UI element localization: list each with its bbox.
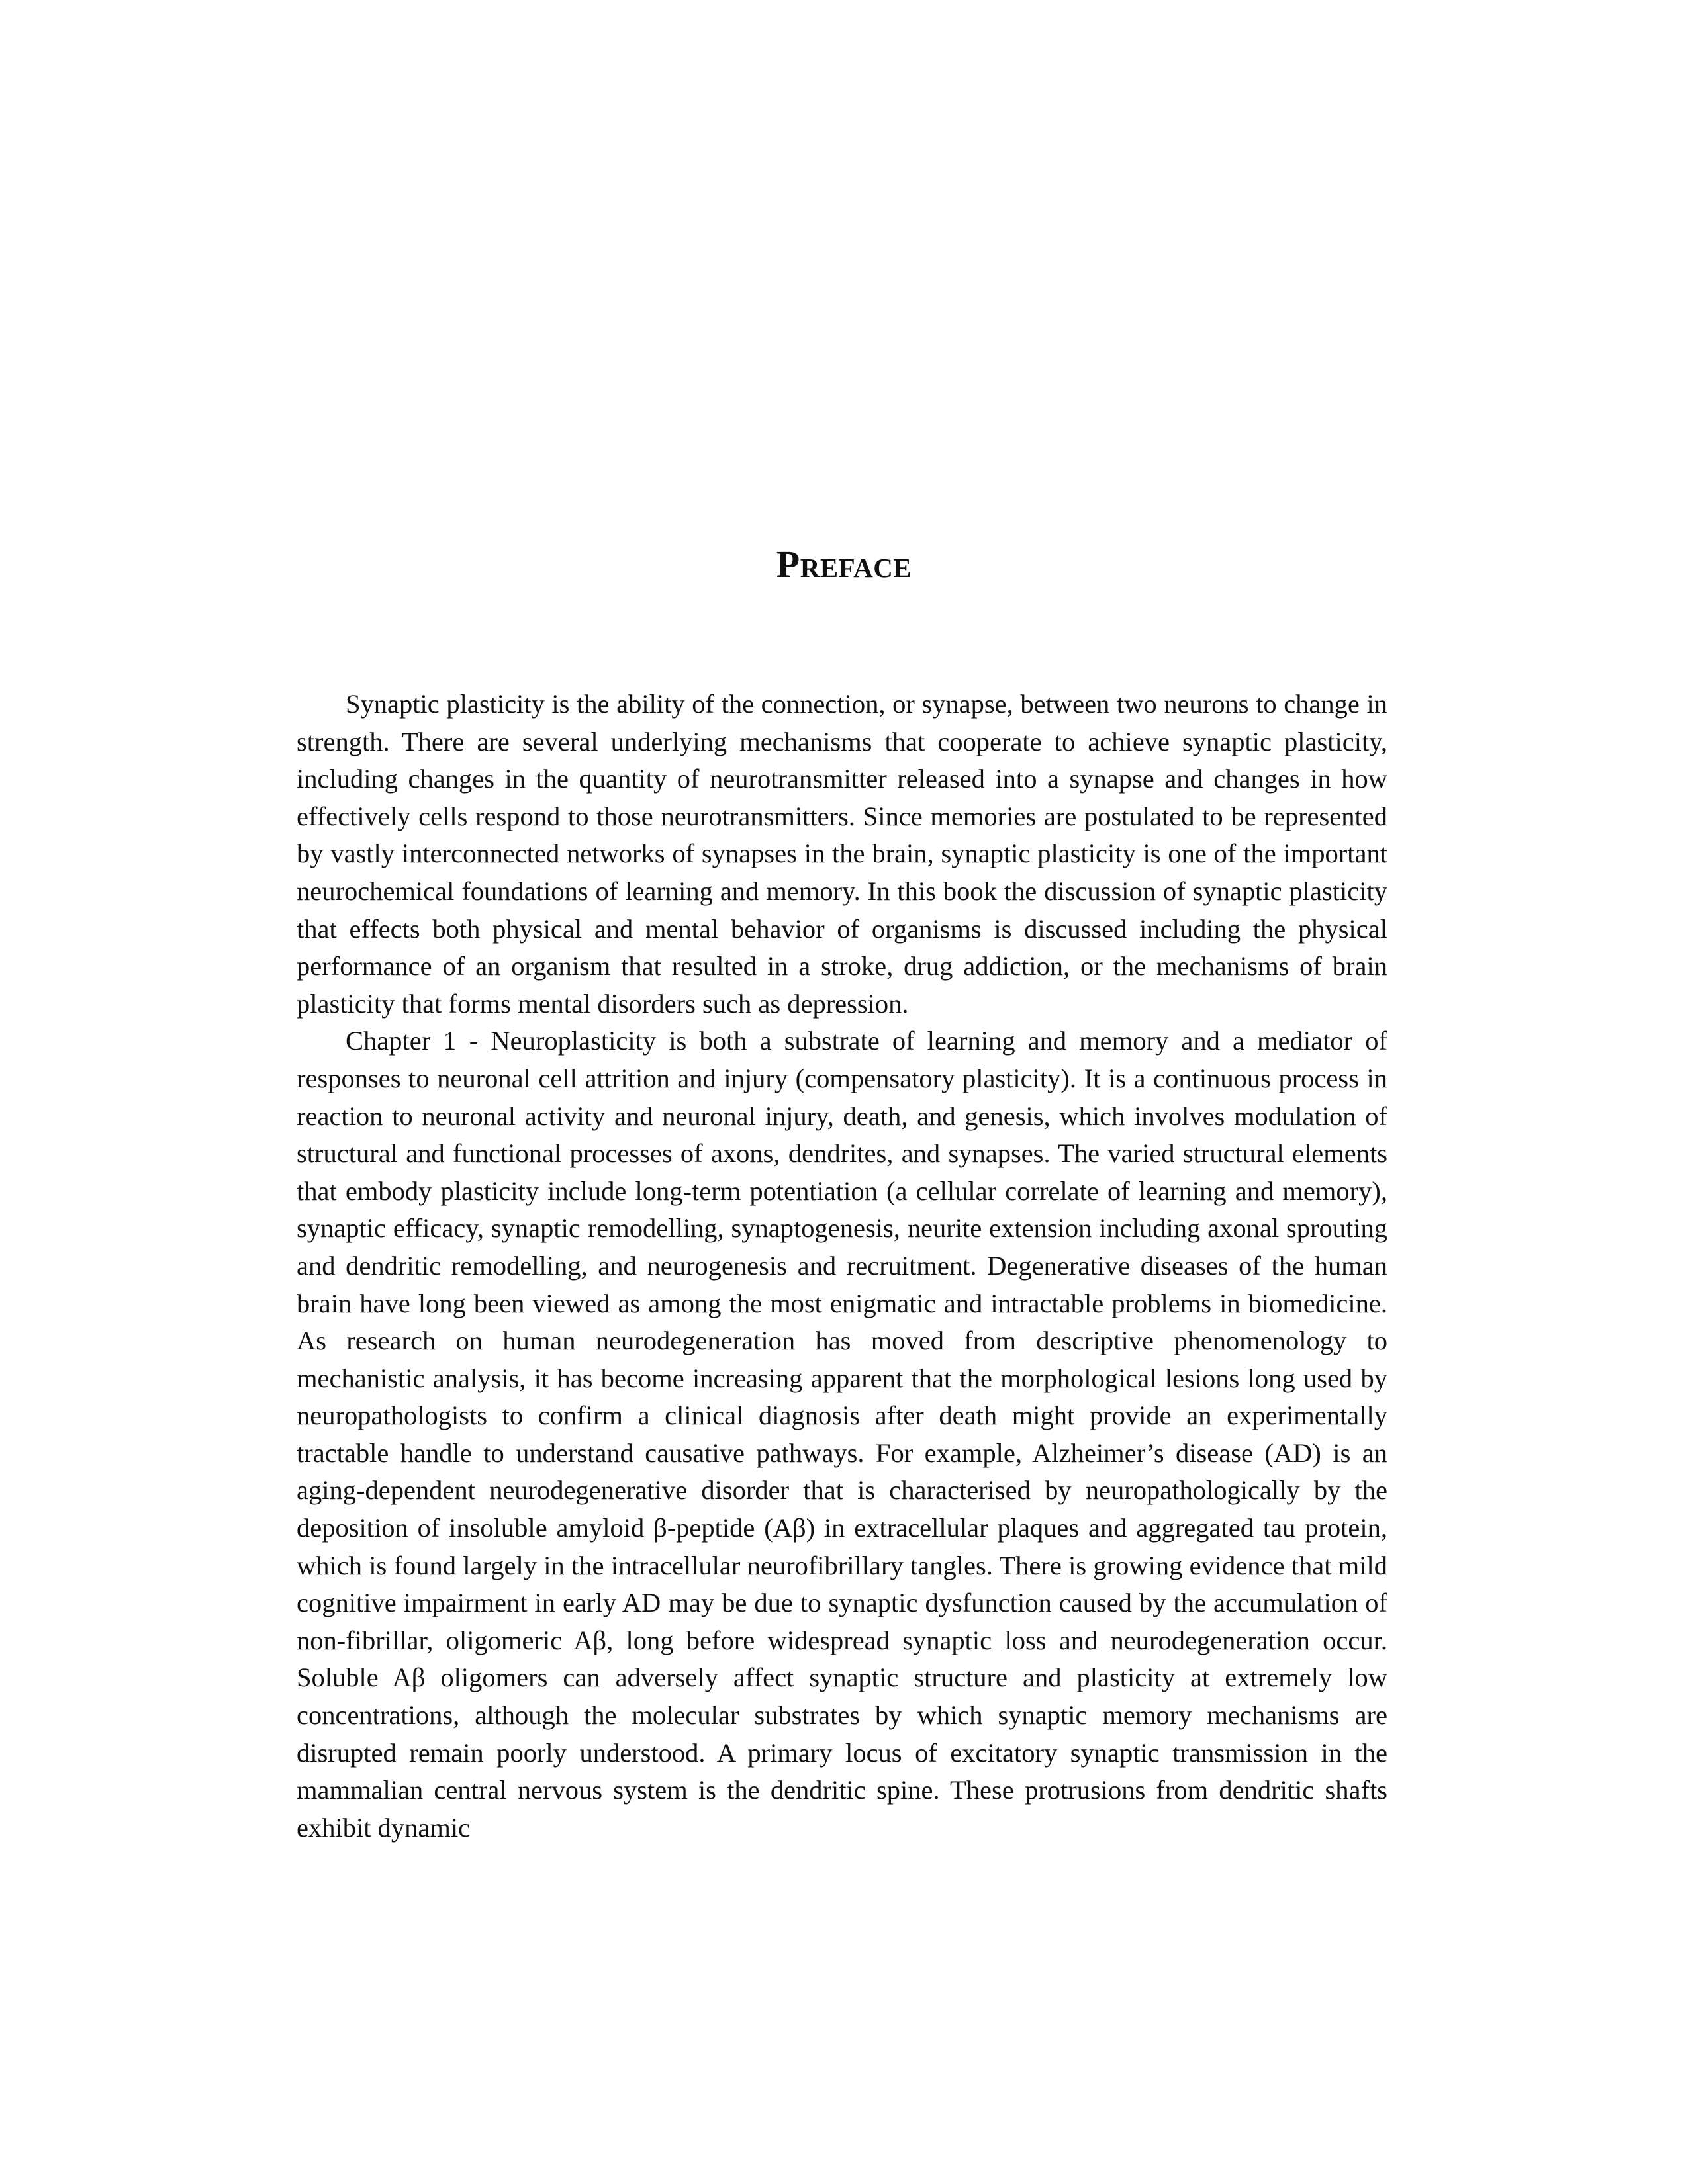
- body-text: [297, 686, 1387, 1846]
- paragraph-chapter-1: Chapter 1 - Neuroplasticity is both a substrate of learning and memory and a mediator of responses to neuronal cell attrition and injury (compensatory plasticity). It is a continuous process in reaction to neuronal activity and neuronal injury, death, and genesis, which involves modulation of structural and functional processes of axons, dendrites, and synapses. The varied structural elements that embody plasticity include long-term potentiation (a cellular correlate of learning and memory), synaptic efficacy, synaptic remodelling, synaptogenesis, neurite extension including axonal sprouting and dendritic remodelling, and neurogenesis and recruitment. Degenerative diseases of the human brain have long been viewed as among the most enigmatic and intractable problems in biomedicine. As research on human neurodegeneration has moved from descriptive phenomenology to mechanistic analysis, it has become increasing apparent that the morphological lesions long used by neuropathologists to confirm a clinical diagnosis after death might provide an experimentally tractable handle to understand causative pathways. For example, Alzheimer’s disease (AD) is an aging-dependent neurodegenerative disorder that is characterised by neuropathologically by the deposition of insoluble amyloid β-peptide (Aβ) in extracellular plaques and aggregated tau protein, which is found largely in the intracellular neurofibrillary tangles. There is growing evidence that mild cognitive impairment in early AD may be due to synaptic dysfunction caused by the accumulation of non-fibrillar, oligomeric Aβ, long before widespread synaptic loss and neurodegeneration occur. Soluble Aβ oligomers can adversely affect synaptic structure and plasticity at extremely low concentrations, although the molecular substrates by which synaptic memory mechanisms are disrupted remain poorly understood. A primary locus of excitatory synaptic transmission in the mammalian central nervous system is the dendritic spine. These protrusions from dendritic shafts exhibit dynamic: [297, 1026, 1387, 1843]
- page-title: Preface: [776, 543, 912, 586]
- paragraph-intro: Synaptic plasticity is the ability of the connection, or synapse, between two neurons to change in strength. There are several underlying mechanisms that cooperate to achieve synaptic plasticity, including changes in the quantity of neurotransmitter released into a synapse and changes in how effectively cells respond to those neurotransmitters. Since memories are postulated to be represented by vastly interconnected networks of synapses in the brain, synaptic plasticity is one of the important neurochemical foundations of learning and memory. In this book the discussion of synaptic plasticity that effects both physical and mental behavior of organisms is discussed including the physical performance of an organism that resulted in a stroke, drug addiction, or the mechanisms of brain plasticity that forms mental disorders such as depression.: [297, 689, 1387, 1019]
